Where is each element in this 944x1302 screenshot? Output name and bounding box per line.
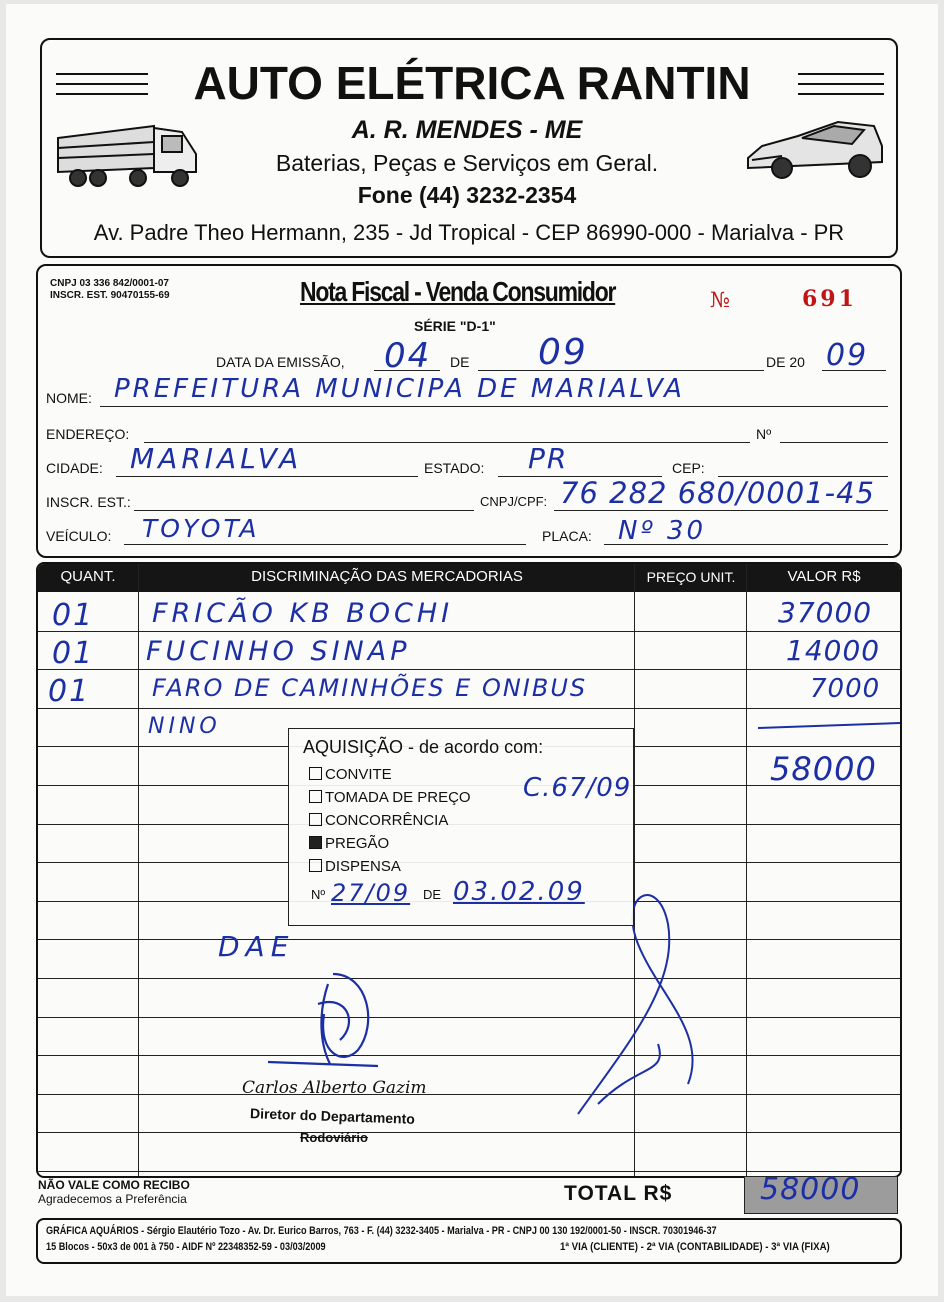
- vias-note: 1ª VIA (CLIENTE) - 2ª VIA (CONTABILIDADE) - 3ª VIA (FIXA): [560, 1241, 830, 1253]
- cnpj-line: [554, 510, 888, 511]
- table-row-line: [38, 669, 900, 670]
- nome-label: NOME:: [46, 390, 92, 406]
- veiculo-line: [124, 544, 526, 545]
- stamp-option-label: TOMADA DE PREÇO: [325, 789, 471, 806]
- header-value: VALOR R$: [787, 568, 861, 585]
- date-de-label: DE: [450, 354, 470, 370]
- subtotal-value: 58000: [770, 750, 877, 788]
- placa-label: PLACA:: [542, 528, 592, 544]
- item-value-2: 14000: [786, 634, 881, 667]
- header-quant: QUANT.: [60, 568, 116, 585]
- month-value: 09: [538, 332, 588, 373]
- table-row-line: [38, 1055, 900, 1056]
- cnpj-value: 76 282 680/0001-45: [560, 476, 875, 510]
- stamp-option: [309, 832, 471, 855]
- item-desc-3: FARO DE CAMINHÕES E ONIBUS: [152, 674, 588, 702]
- stamp-no-label: Nº: [311, 887, 326, 902]
- customer-box: [36, 264, 902, 558]
- stamp-option: [309, 786, 471, 809]
- cidade-label: CIDADE:: [46, 460, 103, 476]
- stamp-option: [309, 855, 471, 878]
- year-prefix-label: DE 20: [766, 354, 805, 370]
- phone: Fone (44) 3232-2354: [357, 182, 577, 208]
- tomada-value: C.67/09: [523, 773, 632, 803]
- veiculo-label: VEÍCULO:: [46, 528, 112, 544]
- stamp-option: [309, 809, 471, 832]
- stamp-option-label: CONCORRÊNCIA: [325, 812, 449, 829]
- header-box: [40, 38, 898, 258]
- cnpj-label: CNPJ/CPF:: [480, 494, 548, 509]
- cidade-line: [116, 476, 418, 477]
- item-desc-1: FRICÃO KB BOCHI: [152, 598, 454, 629]
- signer-title-1: Diretor do Departamento: [249, 1105, 416, 1127]
- stamp-title: AQUISIÇÃO - de acordo com:: [303, 737, 544, 757]
- table-row-line: [38, 1017, 900, 1018]
- col-sep-3: [746, 564, 747, 1176]
- cnpj-id: CNPJ 03 336 842/0001-07: [50, 278, 169, 289]
- acquisition-stamp: [288, 728, 634, 926]
- item-qty-2: 01: [52, 636, 95, 671]
- endereco-label: ENDEREÇO:: [46, 426, 130, 442]
- stamp-de-label: DE: [423, 887, 442, 902]
- car-icon: [742, 116, 888, 186]
- checkbox-icon: [309, 767, 322, 780]
- table-row-line: [38, 1132, 900, 1133]
- nome-value: PREFEITURA MUNICIPA DE MARIALVA: [114, 374, 685, 404]
- agradecemos: Agradecemos a Preferência: [38, 1192, 187, 1206]
- nao-vale-recibo: NÃO VALE COMO RECIBO: [38, 1178, 190, 1192]
- number-label: №: [710, 288, 730, 312]
- stamp-option: [309, 763, 471, 786]
- item-desc-4: NINO: [148, 714, 221, 739]
- stamp-option-label: CONVITE: [325, 766, 392, 783]
- header-description: DISCRIMINAÇÃO DAS MERCADORIAS: [251, 568, 523, 585]
- estado-label: ESTADO:: [424, 460, 485, 476]
- table-row-line: [38, 939, 900, 940]
- item-value-3: 7000: [810, 674, 881, 704]
- document-title: Nota Fiscal - Venda Consumidor: [300, 276, 616, 307]
- checked-box-icon: [309, 836, 322, 849]
- nome-line: [100, 406, 888, 407]
- table-row-line: [38, 708, 900, 709]
- signer-title-2: Rodoviário: [300, 1130, 368, 1145]
- col-sep-1: [138, 564, 139, 1176]
- signer-name: Carlos Alberto Gazim: [242, 1078, 427, 1098]
- dae-note: DAE: [218, 930, 295, 963]
- item-qty-3: 01: [48, 674, 91, 709]
- stamp-option-label: PREGÃO: [325, 835, 390, 852]
- checkbox-icon: [309, 859, 322, 872]
- table-row-line: [38, 1094, 900, 1095]
- inscr-line: [134, 510, 474, 511]
- printer-line-1: GRÁFICA AQUÁRIOS - Sérgio Elautério Tozo - Av. Dr. Eurico Barros, 763 - F. (44) 3232-3405 - Marialva - PR - CNPJ 00 130 192/0001-50 - INSCR. 70301946-37: [46, 1225, 717, 1237]
- total-value: 58000: [760, 1172, 861, 1207]
- company-name: AUTO ELÉTRICA RANTIN: [193, 57, 751, 109]
- checkbox-icon: [309, 790, 322, 803]
- truck-icon: [54, 118, 204, 194]
- address: Av. Padre Theo Hermann, 235 - Jd Tropical - CEP 86990-000 - Marialva - PR: [93, 220, 845, 245]
- table-row-line: [38, 631, 900, 632]
- subtotal-rule: [758, 722, 900, 732]
- serie-label: SÉRIE "D-1": [414, 318, 496, 334]
- checkbox-icon: [309, 813, 322, 826]
- item-value-1: 37000: [778, 596, 873, 629]
- table-row-line: [38, 978, 900, 979]
- year-value: 09: [826, 338, 869, 373]
- day-value: 04: [384, 336, 432, 376]
- stamp-option-label: DISPENSA: [325, 858, 401, 875]
- stamp-date-value: 03.02.09: [453, 877, 585, 907]
- tagline: Baterias, Peças e Serviços em Geral.: [275, 150, 659, 176]
- numero-line: [780, 442, 888, 443]
- printer-box: [36, 1218, 902, 1264]
- cep-label: CEP:: [672, 460, 705, 476]
- signature-mark: [258, 954, 398, 1084]
- date-label: DATA DA EMISSÃO,: [216, 354, 345, 370]
- estado-value: PR: [528, 442, 569, 475]
- item-qty-1: 01: [52, 598, 95, 633]
- inscr-label: INSCR. EST.:: [46, 494, 131, 510]
- header-unit-price: PREÇO UNIT.: [646, 569, 736, 585]
- total-label: TOTAL R$: [564, 1182, 673, 1205]
- printer-line-2: 15 Blocos - 50x3 de 001 à 750 - AIDF Nº 22348352-59 - 03/03/2009: [46, 1241, 326, 1253]
- stamp-options: [309, 763, 471, 878]
- placa-value: Nº 30: [618, 516, 707, 546]
- month-line: [478, 370, 764, 371]
- invoice-number: 691: [802, 286, 857, 312]
- veiculo-value: TOYOTA: [142, 514, 260, 543]
- numero-label: Nº: [756, 426, 772, 442]
- item-desc-2: FUCINHO SINAP: [146, 636, 411, 667]
- stamp-no-value: 27/09: [331, 879, 411, 907]
- cidade-value: MARIALVA: [130, 442, 303, 475]
- inscr-id: INSCR. EST. 90470155-69: [50, 290, 170, 301]
- owner-name: A. R. MENDES - ME: [351, 116, 583, 144]
